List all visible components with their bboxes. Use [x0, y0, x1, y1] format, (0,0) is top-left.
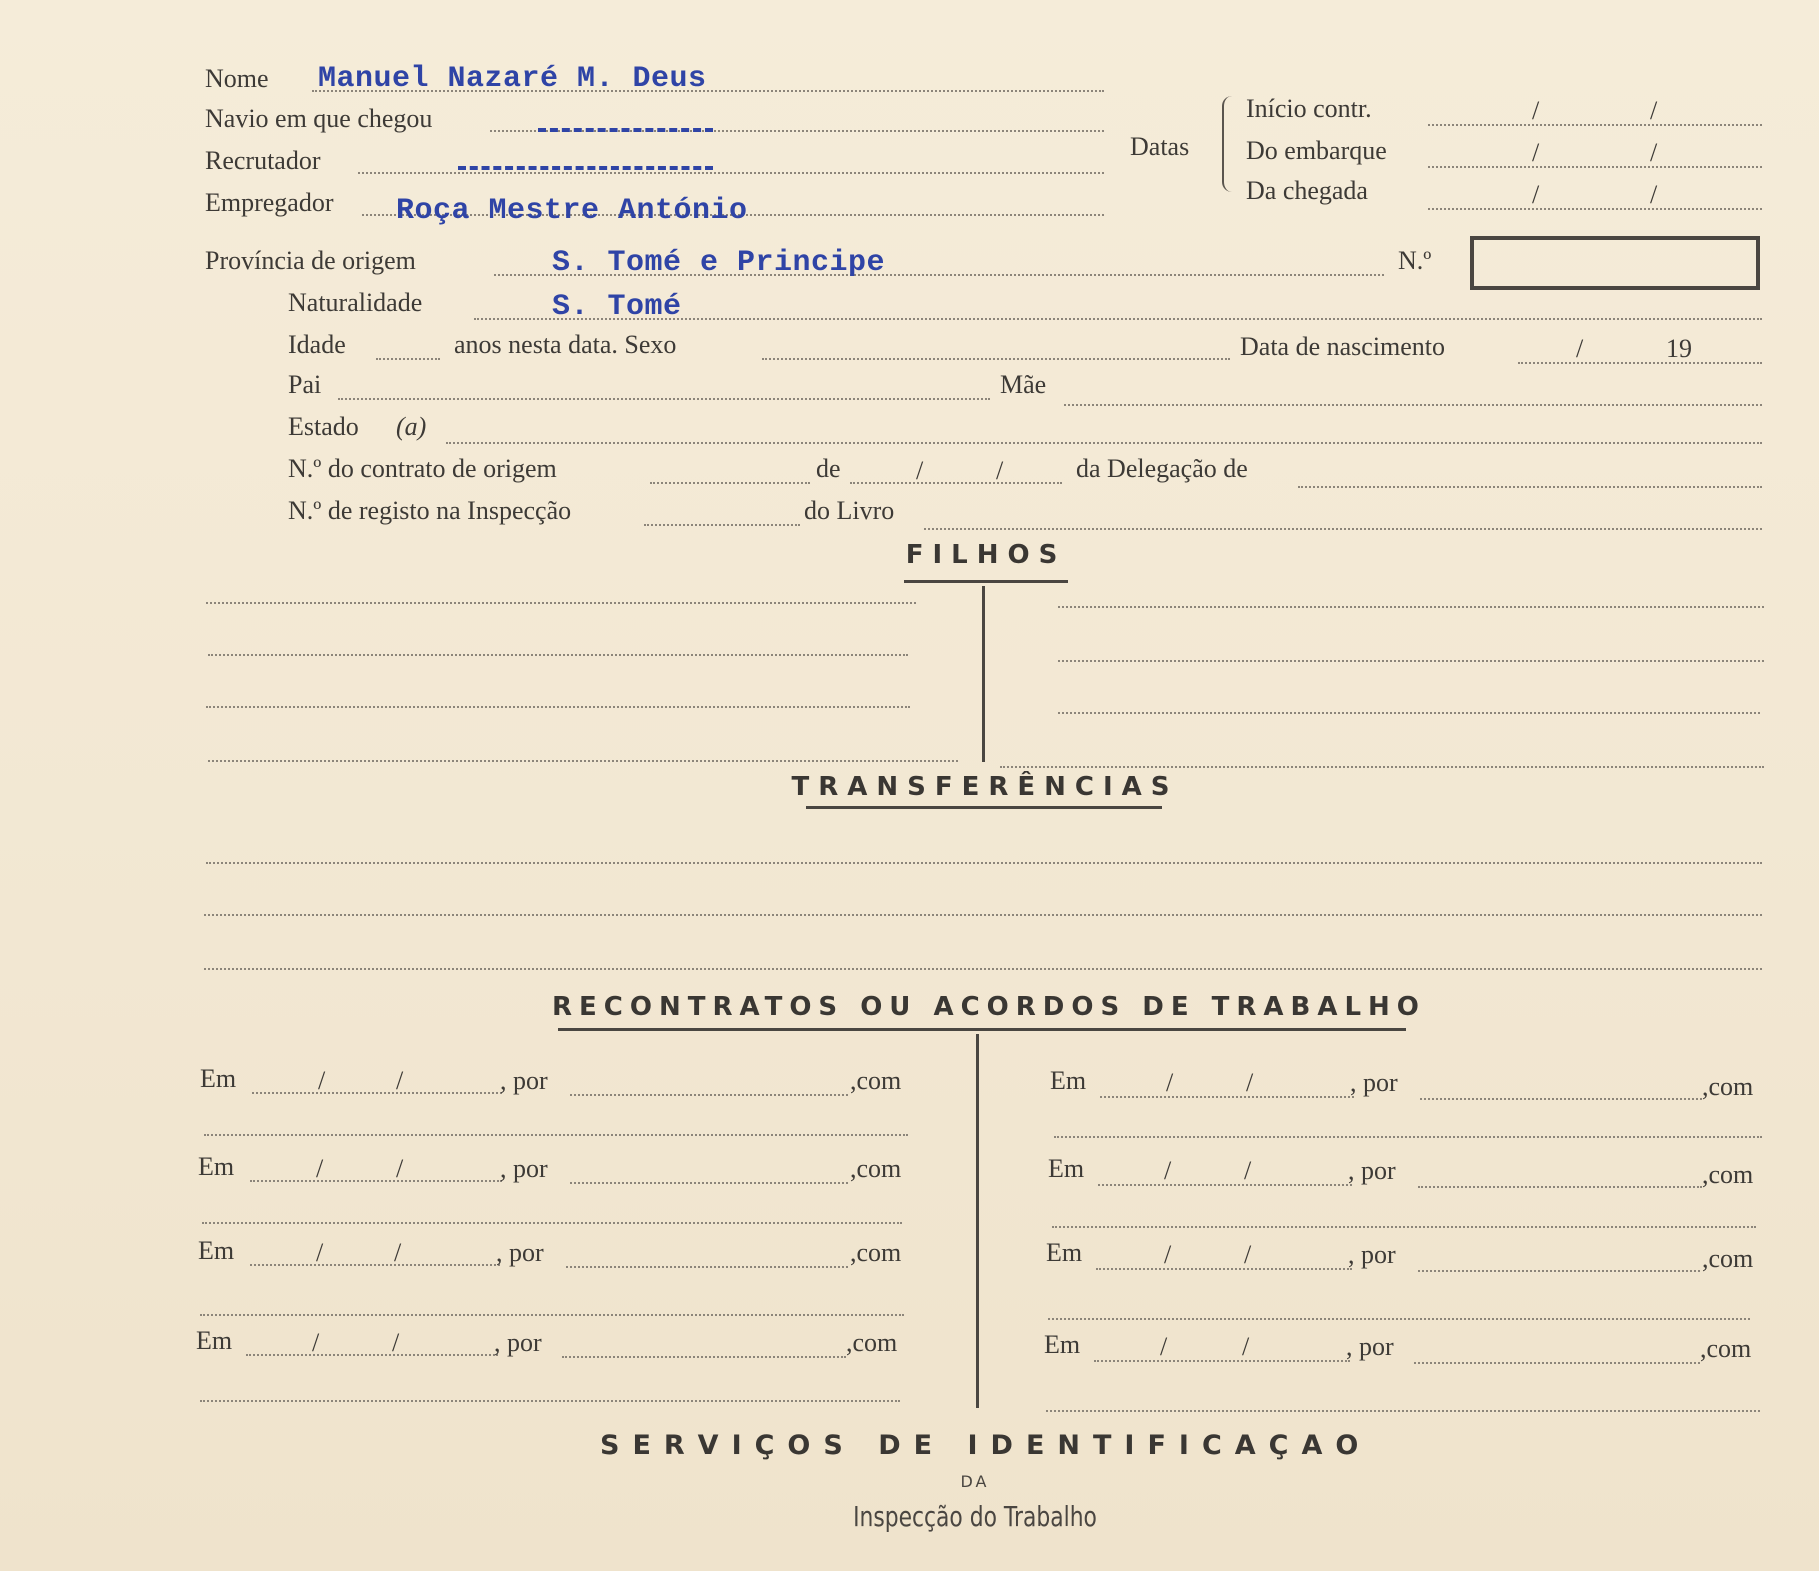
date-line: [1094, 1360, 1350, 1362]
com-label: ,com: [846, 1328, 898, 1357]
filhos-heading: FILHOS: [905, 540, 1067, 570]
filhos-right-line-1: [1058, 606, 1764, 608]
filhos-right-line-4: [1000, 766, 1764, 768]
continuation-line: [1052, 1226, 1756, 1228]
date-slash: /: [394, 1238, 402, 1267]
date-slash: /: [1164, 1240, 1172, 1269]
recrutador-label: Recrutador: [205, 146, 321, 175]
idade-label: Idade: [288, 330, 346, 359]
por-line: [566, 1266, 848, 1268]
com-label: ,com: [1702, 1072, 1754, 1101]
chegada-line: [1428, 208, 1762, 210]
com-label: ,com: [850, 1066, 902, 1095]
inicio-slash-2: /: [1650, 96, 1658, 125]
embarque-slash-2: /: [1650, 138, 1658, 167]
em-label: Em: [198, 1152, 235, 1181]
navio-label: Navio em que chegou: [205, 104, 433, 133]
livro-line: [924, 528, 1762, 530]
footer-servicos: SERVIÇOS DE IDENTIFICAÇAO: [600, 1430, 1372, 1461]
filhos-left-line-1: [206, 602, 916, 604]
contrato-line: [650, 482, 810, 484]
embarque-slash-1: /: [1532, 138, 1540, 167]
contrato-slash-2: /: [996, 456, 1004, 485]
estado-line: [446, 442, 1762, 444]
embarque-line: [1428, 166, 1762, 168]
date-line: [1098, 1184, 1352, 1186]
date-slash: /: [312, 1328, 320, 1357]
sexo-line: [762, 358, 1230, 360]
nascimento-year: 19: [1666, 334, 1692, 363]
chegada-slash-2: /: [1650, 180, 1658, 209]
naturalidade-label: Naturalidade: [288, 288, 423, 317]
em-label: Em: [200, 1064, 237, 1093]
por-line: [1414, 1362, 1700, 1364]
por-label: , por: [1350, 1068, 1398, 1097]
transferencias-heading: TRANSFERÊNCIAS: [791, 772, 1179, 802]
chegada-slash-1: /: [1532, 180, 1540, 209]
inicio-line: [1428, 124, 1762, 126]
delegacao-line: [1298, 486, 1762, 488]
nome-value: Manuel Nazaré M. Deus: [318, 62, 707, 96]
provincia-label: Província de origem: [205, 246, 416, 275]
nascimento-label: Data de nascimento: [1240, 332, 1446, 361]
por-label: , por: [500, 1154, 548, 1183]
navio-typed-dashes: [538, 128, 713, 132]
date-line: [252, 1092, 502, 1094]
livro-label: do Livro: [804, 496, 895, 525]
com-label: ,com: [850, 1154, 902, 1183]
por-label: , por: [1348, 1240, 1396, 1269]
contrato-slash-1: /: [916, 456, 924, 485]
filhos-right-line-3: [1058, 712, 1760, 714]
continuation-line: [1046, 1410, 1760, 1412]
em-label: Em: [1048, 1154, 1085, 1183]
continuation-line: [200, 1314, 904, 1316]
date-slash: /: [316, 1238, 324, 1267]
recrutador-typed-dashes: [458, 166, 713, 170]
em-label: Em: [198, 1236, 235, 1265]
date-line: [1100, 1096, 1354, 1098]
recontratos-underline: [558, 1028, 1406, 1031]
nome-label: Nome: [205, 64, 269, 93]
continuation-line: [200, 1400, 900, 1402]
anos-sexo-label: anos nesta data. Sexo: [454, 330, 677, 359]
continuation-line: [204, 1134, 908, 1136]
date-slash: /: [1164, 1156, 1172, 1185]
por-line: [1418, 1186, 1702, 1188]
nascimento-slash: /: [1576, 334, 1584, 363]
em-label: Em: [1044, 1330, 1081, 1359]
footer-da: DA: [960, 1472, 990, 1491]
por-label: , por: [1348, 1156, 1396, 1185]
date-slash: /: [1244, 1156, 1252, 1185]
date-slash: /: [316, 1154, 324, 1183]
idade-line: [376, 358, 440, 360]
date-slash: /: [1246, 1068, 1254, 1097]
transferencias-line-2: [204, 914, 1762, 916]
estado-note: (a): [396, 412, 427, 441]
pai-line: [338, 398, 990, 400]
contrato-de-label: de: [816, 454, 841, 483]
continuation-line: [1048, 1318, 1750, 1320]
numero-label: N.º: [1398, 246, 1432, 275]
date-slash: /: [396, 1154, 404, 1183]
footer-inspeccao: Inspecção do Trabalho: [853, 1500, 1097, 1533]
por-label: , por: [1346, 1332, 1394, 1361]
transferencias-underline: [806, 806, 1162, 809]
estado-label: Estado: [288, 412, 359, 441]
recontratos-divider: [976, 1034, 979, 1408]
filhos-left-line-4: [208, 760, 958, 762]
date-line: [1096, 1268, 1352, 1270]
por-line: [1420, 1098, 1702, 1100]
provincia-value: S. Tomé e Principe: [552, 246, 886, 280]
date-slash: /: [1244, 1240, 1252, 1269]
recrutador-line: [358, 172, 1104, 174]
em-label: Em: [196, 1326, 233, 1355]
date-slash: /: [392, 1328, 400, 1357]
filhos-left-line-2: [208, 654, 908, 656]
datas-brace: [1222, 96, 1238, 192]
inicio-slash-1: /: [1532, 96, 1540, 125]
date-line: [250, 1264, 500, 1266]
por-line: [570, 1094, 848, 1096]
date-slash: /: [318, 1066, 326, 1095]
por-label: , por: [500, 1066, 548, 1095]
por-label: , por: [496, 1238, 544, 1267]
com-label: ,com: [1702, 1160, 1754, 1189]
empregador-label: Empregador: [205, 188, 334, 217]
numero-box: [1470, 236, 1760, 290]
contrato-date-line: [850, 482, 1062, 484]
com-label: ,com: [1702, 1244, 1754, 1273]
continuation-line: [1054, 1136, 1762, 1138]
embarque-label: Do embarque: [1246, 136, 1387, 165]
pai-label: Pai: [288, 370, 322, 399]
chegada-label: Da chegada: [1246, 176, 1368, 205]
inicio-label: Início contr.: [1246, 94, 1372, 123]
transferencias-line-1: [206, 862, 1762, 864]
mae-label: Mãe: [1000, 370, 1047, 399]
delegacao-label: da Delegação de: [1076, 454, 1248, 483]
com-label: ,com: [850, 1238, 902, 1267]
transferencias-line-3: [204, 968, 1762, 970]
date-slash: /: [1160, 1332, 1168, 1361]
por-line: [570, 1182, 848, 1184]
em-label: Em: [1050, 1066, 1087, 1095]
registo-label: N.º de registo na Inspecção: [288, 496, 572, 525]
naturalidade-value: S. Tomé: [552, 290, 682, 324]
mae-line: [1064, 404, 1762, 406]
contrato-label: N.º do contrato de origem: [288, 454, 557, 483]
datas-label: Datas: [1130, 132, 1190, 161]
nascimento-line: [1518, 362, 1762, 364]
registo-line: [644, 524, 800, 526]
filhos-underline: [904, 580, 1068, 583]
empregador-value: Roça Mestre António: [396, 194, 748, 228]
por-line: [1418, 1270, 1700, 1272]
date-slash: /: [1242, 1332, 1250, 1361]
continuation-line: [202, 1222, 902, 1224]
recontratos-heading: RECONTRATOS OU ACORDOS DE TRABALHO: [552, 992, 1426, 1022]
date-slash: /: [396, 1066, 404, 1095]
por-label: , por: [494, 1328, 542, 1357]
com-label: ,com: [1700, 1334, 1752, 1363]
filhos-divider: [982, 586, 985, 762]
date-slash: /: [1166, 1068, 1174, 1097]
filhos-right-line-2: [1058, 660, 1764, 662]
filhos-left-line-3: [206, 706, 910, 708]
date-line: [246, 1354, 498, 1356]
por-line: [562, 1356, 846, 1358]
date-line: [250, 1180, 502, 1182]
em-label: Em: [1046, 1238, 1083, 1267]
